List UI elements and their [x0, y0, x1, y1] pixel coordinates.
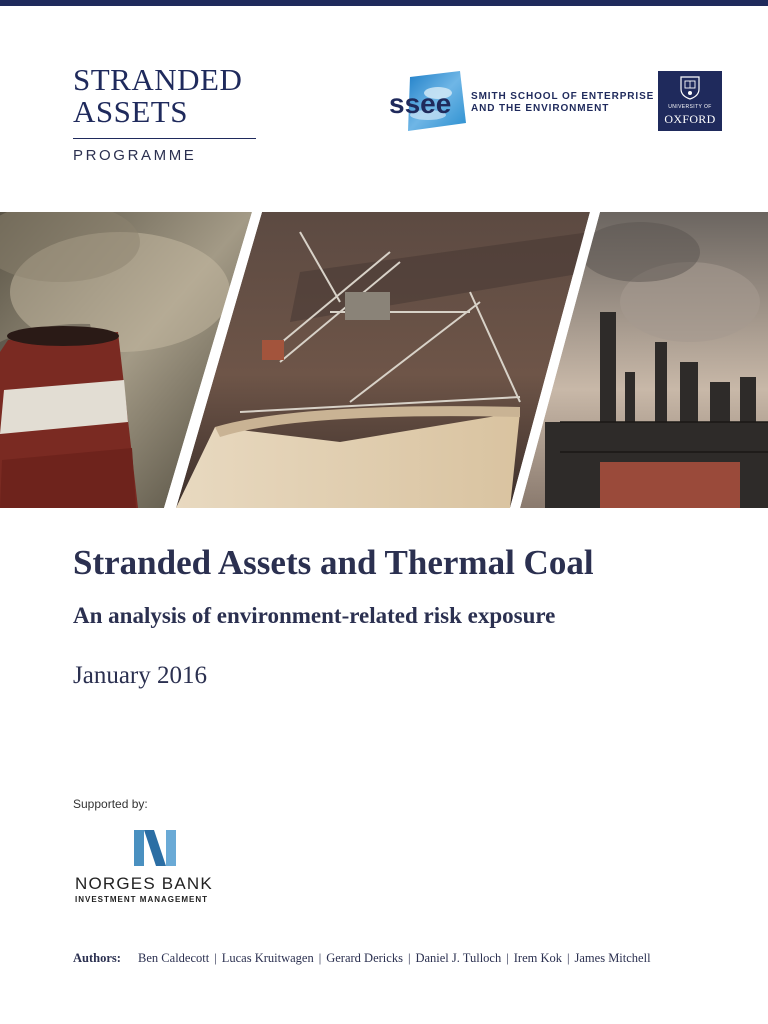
ssee-mark-icon [388, 71, 468, 133]
norges-bank-mark-icon [134, 830, 176, 866]
programme-rule [73, 138, 256, 139]
author: Lucas Kruitwagen [221, 951, 314, 965]
supported-by-label: Supported by: [73, 797, 148, 811]
author-separator: | [318, 951, 322, 965]
author: Gerard Dericks [326, 951, 403, 965]
ssee-name [471, 91, 654, 115]
authors-line [73, 951, 651, 966]
ssee-logo [388, 71, 655, 133]
author-separator: | [407, 951, 411, 965]
ssee-name-line-1: SMITH SCHOOL OF ENTERPRISE [471, 91, 655, 102]
author: James Mitchell [574, 951, 651, 965]
programme-line-1: STRANDED [73, 62, 243, 97]
oxford-logo [658, 71, 722, 131]
author-separator: | [214, 951, 217, 965]
publication-date: January 2016 [73, 662, 207, 689]
stranded-assets-programme-logo [73, 64, 258, 164]
author: Daniel J. Tulloch [415, 951, 502, 965]
authors-label: Authors: [73, 951, 121, 965]
programme-subtitle: PROGRAMME [73, 147, 197, 164]
oxford-crest-icon [680, 76, 700, 100]
cover-photo-banner [0, 212, 768, 508]
document-title: Stranded Assets and Thermal Coal [73, 543, 594, 582]
oxford-name: OXFORD [664, 112, 716, 126]
author-separator: | [506, 951, 509, 965]
svg-text:ssee: ssee [389, 88, 452, 119]
sponsor-name: NORGES BANK [75, 874, 213, 893]
sponsor-subtitle: INVESTMENT MANAGEMENT [75, 895, 208, 904]
document-subtitle: An analysis of environment-related risk exposure [73, 603, 556, 628]
programme-line-2: ASSETS [73, 94, 188, 129]
author: Ben Caldecott [138, 951, 210, 965]
author: Irem Kok [513, 951, 562, 965]
oxford-university-of: UNIVERSITY OF [668, 104, 712, 110]
author-separator: | [567, 951, 570, 965]
ssee-name-line-2: AND THE ENVIRONMENT [471, 103, 610, 114]
top-bar [0, 0, 768, 6]
